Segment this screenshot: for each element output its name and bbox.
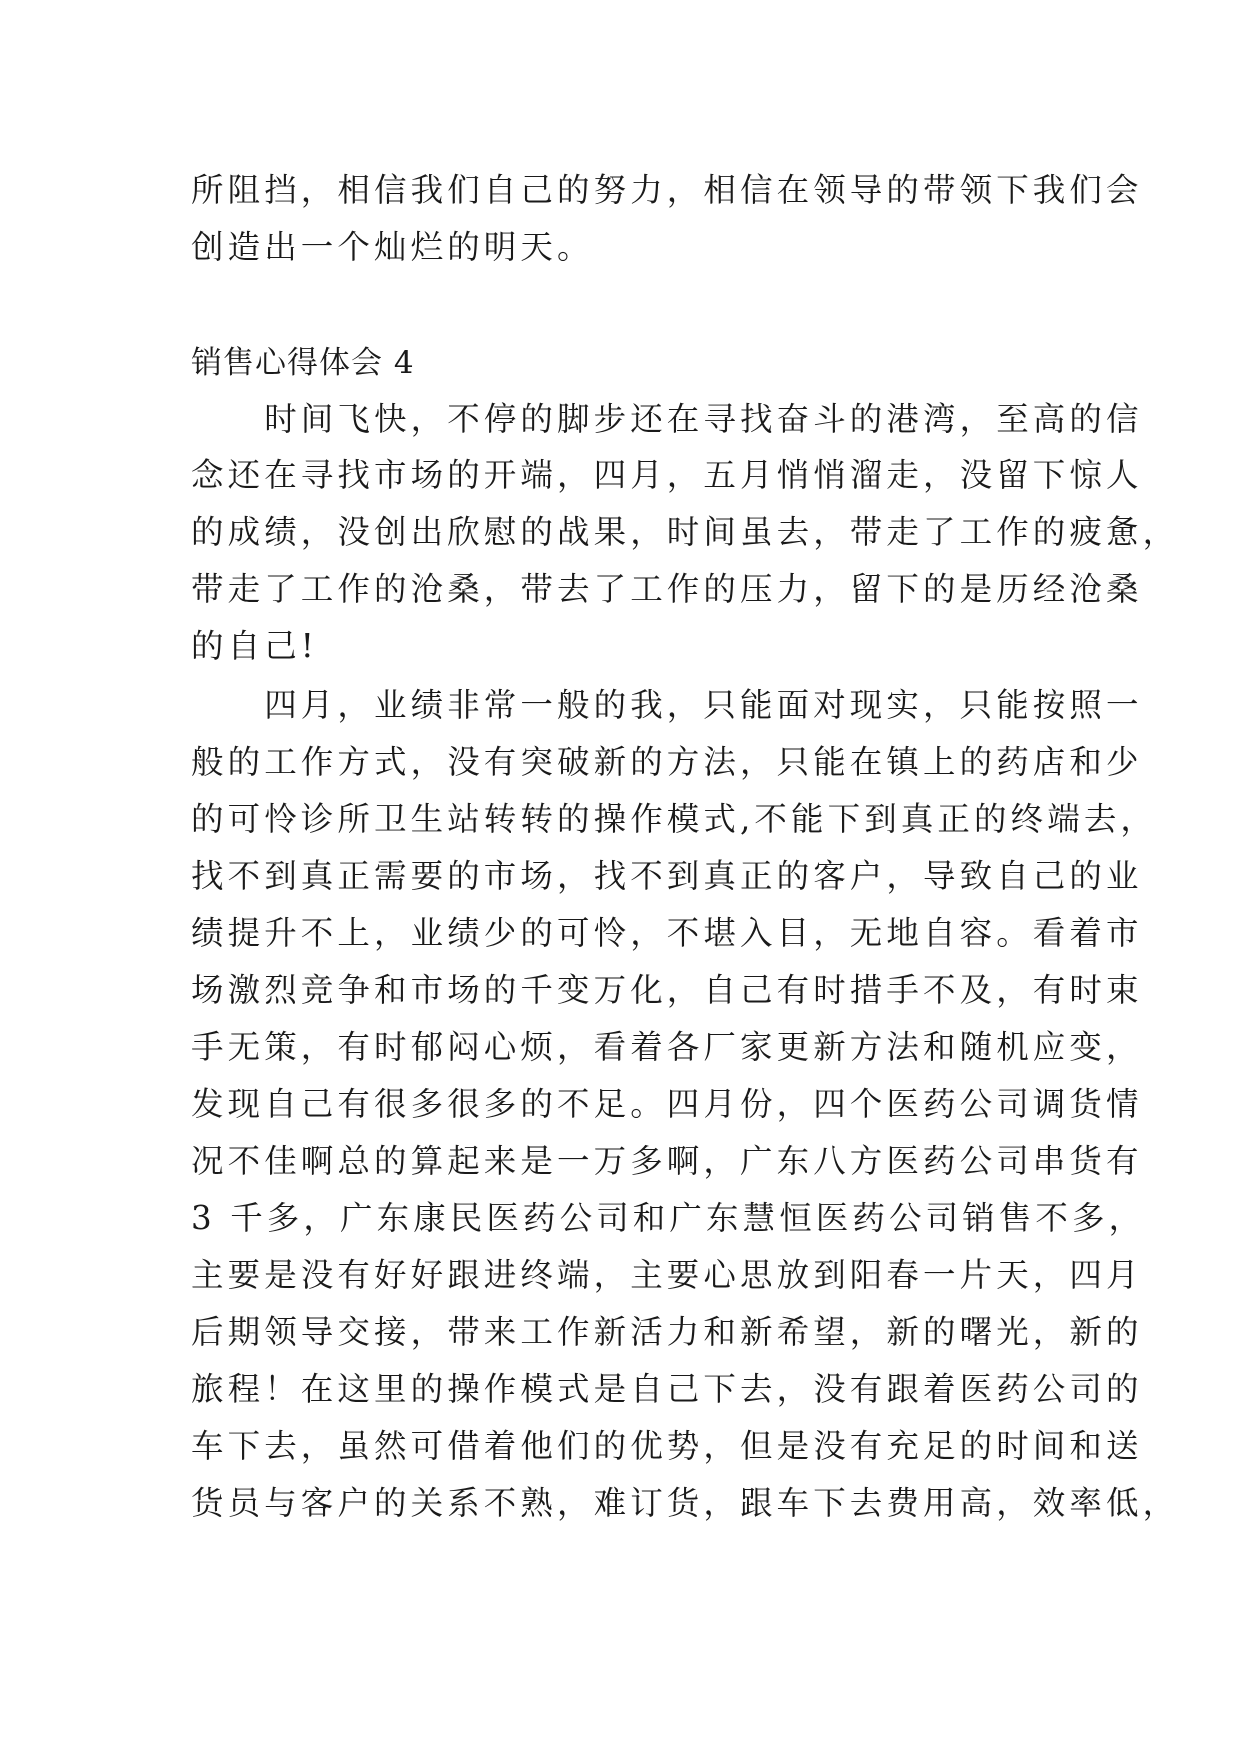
paragraph-1-line-5: 的自己! <box>191 627 318 665</box>
paragraph-1-line-4: 带走了工作的沧桑，带去了工作的压力，留下的是历经沧桑 <box>191 570 1143 608</box>
paragraph-2-line-15: 货员与客户的关系不熟，难订货，跟车下去费用高，效率低， <box>191 1484 1180 1522</box>
paragraph-2-line-8: 发现自己有很多很多的不足。四月份，四个医药公司调货情 <box>191 1085 1143 1123</box>
paragraph-2-line-10: 3 千多，广东康民医药公司和广东慧恒医药公司销售不多， <box>191 1199 1146 1237</box>
paragraph-2-line-2: 般的工作方式，没有突破新的方法，只能在镇上的药店和少 <box>191 743 1143 781</box>
paragraph-2-line-5: 绩提升不上，业绩少的可怜，不堪入目，无地自容。看着市 <box>191 914 1143 952</box>
intro-line-1: 所阻挡，相信我们自己的努力，相信在领导的带领下我们会 <box>191 171 1143 209</box>
paragraph-2-line-1: 四月，业绩非常一般的我，只能面对现实，只能按照一 <box>191 686 1143 724</box>
paragraph-2-line-4: 找不到真正需要的市场，找不到真正的客户，导致自己的业 <box>191 857 1143 895</box>
paragraph-2-line-13: 旅程！在这里的操作模式是自己下去，没有跟着医药公司的 <box>191 1370 1143 1408</box>
paragraph-2-line-11: 主要是没有好好跟进终端，主要心思放到阳春一片天，四月 <box>191 1256 1143 1294</box>
paragraph-2-line-7: 手无策，有时郁闷心烦，看着各厂家更新方法和随机应变， <box>191 1028 1143 1066</box>
paragraph-1-line-2: 念还在寻找市场的开端，四月，五月悄悄溜走，没留下惊人 <box>191 456 1143 494</box>
paragraph-2-line-9: 况不佳啊总的算起来是一万多啊，广东八方医药公司串货有 <box>191 1142 1143 1180</box>
paragraph-1-line-3: 的成绩，没创出欣慰的战果，时间虽去，带走了工作的疲惫， <box>191 513 1180 551</box>
paragraph-1-line-1: 时间飞快，不停的脚步还在寻找奋斗的港湾，至高的信 <box>191 400 1143 438</box>
intro-line-2: 创造出一个灿烂的明天。 <box>191 228 594 266</box>
paragraph-2-line-14: 车下去，虽然可借着他们的优势，但是没有充足的时间和送 <box>191 1427 1143 1465</box>
section-heading: 销售心得体会 4 <box>191 345 415 381</box>
paragraph-2-line-12: 后期领导交接，带来工作新活力和新希望，新的曙光，新的 <box>191 1313 1143 1351</box>
paragraph-2-line-3: 的可怜诊所卫生站转转的操作模式,不能下到真正的终端去， <box>191 800 1158 838</box>
paragraph-2-line-6: 场激烈竞争和市场的千变万化，自己有时措手不及，有时束 <box>191 971 1143 1009</box>
